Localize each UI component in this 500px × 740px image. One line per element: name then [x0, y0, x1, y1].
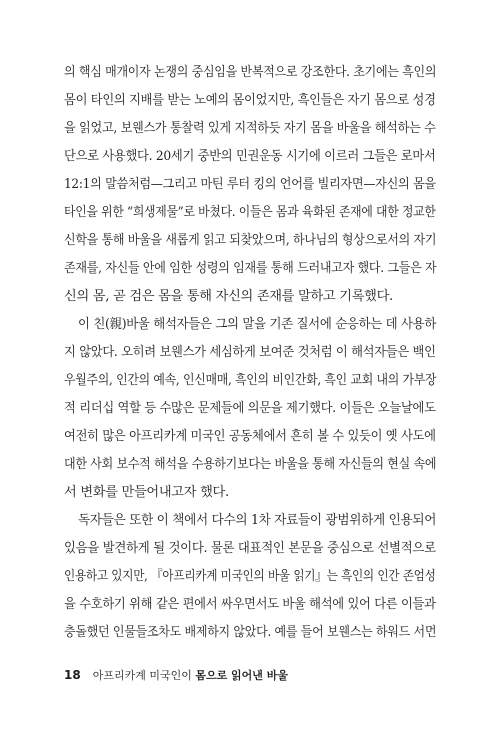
text-line: 우월주의, 인간의 예속, 인신매매, 흑인의 비인간화, 흑인 교회 내의 가부장 — [64, 373, 437, 388]
text-line: 서 변화를 만들어내고자 했다. — [64, 485, 229, 500]
paragraph-first-line: 이 친(親)바울 해석자들은 그의 말을 기존 질서에 순응하는 데 사용하 — [78, 317, 437, 332]
running-title-bold: 몸으로 읽어낸 바울 — [195, 669, 289, 682]
text-line: 신의 몸, 곧 검은 몸을 통해 자신의 존재를 말하고 기록했다. — [64, 289, 393, 304]
text-line: 타인을 위한 “희생제물”로 바쳤다. 이들은 몸과 육화된 존재에 대한 정교한 — [64, 205, 436, 220]
text-line: 을 수호하기 위해 같은 편에서 싸우면서도 바울 해석에 있어 다른 이들과 — [64, 597, 436, 612]
text-line: 단으로 사용했다. 20세기 중반의 민권운동 시기에 이르러 그들은 로마서 — [64, 149, 436, 164]
page-footer — [64, 665, 288, 685]
text-line: 을 읽었고, 보웬스가 통찰력 있게 지적하듯 자기 몸을 바울을 해석하는 수 — [64, 121, 436, 136]
text-line: 적 리더십 역할 등 수많은 문제들에 의문을 제기했다. 이들은 오늘날에도 — [64, 401, 436, 416]
text-line: 있음을 발견하게 될 것이다. 물론 대표적인 본문을 중심으로 선별적으로 — [64, 541, 436, 556]
page-number: 18 — [64, 668, 81, 682]
paragraph-first-line: 독자들은 또한 이 책에서 다수의 1차 자료들이 광범위하게 인용되어 — [78, 513, 437, 528]
text-line: 의 핵심 매개이자 논쟁의 중심임을 반복적으로 강조한다. 초기에는 흑인의 — [64, 65, 437, 80]
text-line: 대한 사회 보수적 해석을 수용하기보다는 바울을 통해 자신들의 현실 속에 — [64, 457, 437, 472]
text-line: 몸이 타인의 지배를 받는 노예의 몸이었지만, 흑인들은 자기 몸으로 성경 — [64, 93, 436, 108]
text-line: 인용하고 있지만, 『아프리카계 미국인의 바울 읽기』는 흑인의 인간 존엄성 — [64, 569, 436, 584]
running-title: 아프리카계 미국인이 — [92, 669, 196, 682]
text-line: 충돌했던 인물들조차도 배제하지 않았다. 예를 들어 보웬스는 하워드 서먼 — [64, 625, 437, 640]
text-line: 지 않았다. 오히려 보웬스가 세심하게 보여준 것처럼 이 해석자들은 백인 — [64, 345, 436, 360]
text-line: 신학을 통해 바울을 새롭게 읽고 되찾았으며, 하나님의 형상으로서의 자기 — [64, 233, 437, 248]
text-line: 여전히 많은 아프리카계 미국인 공동체에서 흔히 볼 수 있듯이 옛 사도에 — [64, 429, 436, 444]
text-line: 존재를, 자신들 안에 임한 성령의 임재를 통해 드러내고자 했다. 그들은 자 — [64, 261, 437, 276]
text-line: 12:1의 말씀처럼—그리고 마틴 루터 킹의 언어를 빌리자면—자신의 몸을 — [64, 177, 436, 192]
